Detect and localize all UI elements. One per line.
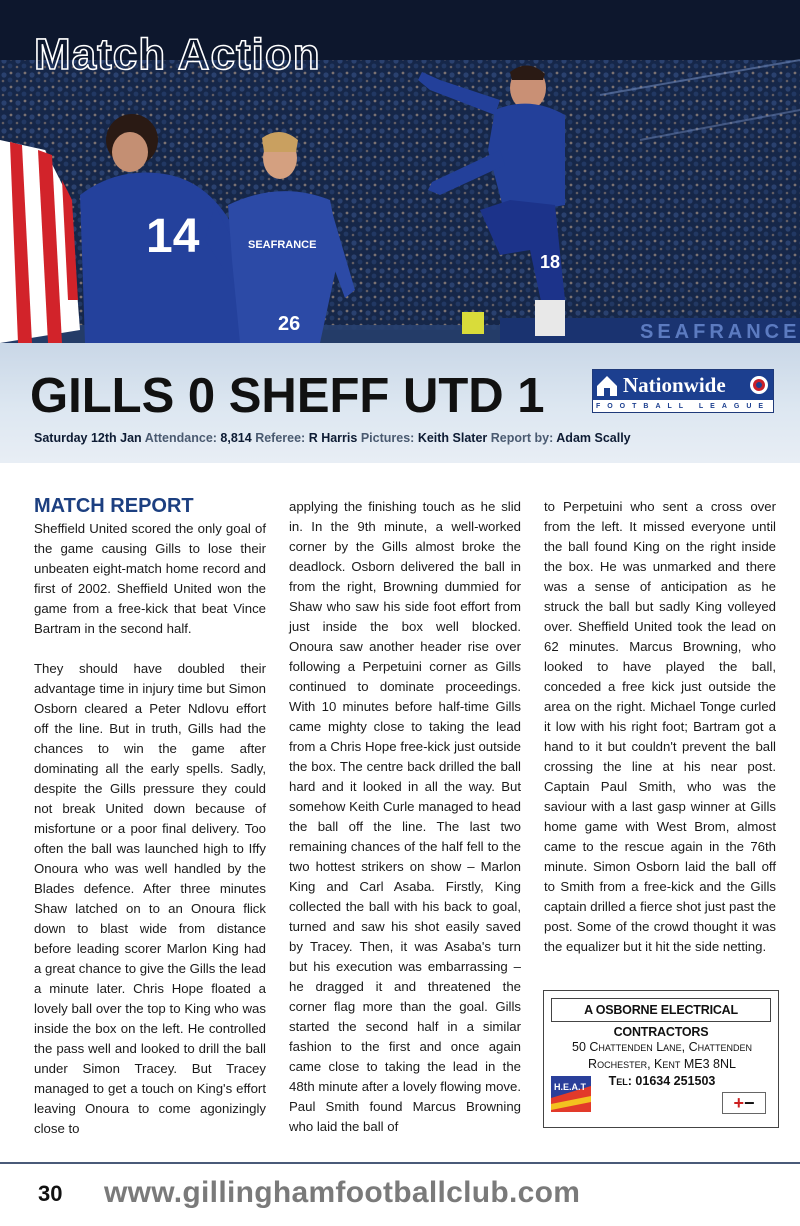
article-intro: Sheffield United scored the only goal of the game causing Gills to lose their unbeaten eight-match home record and first of 2002. Sheffield United won the game from a free-kick that beat Vince Bartram in the second half. [34, 521, 266, 636]
headline-band [0, 343, 800, 463]
match-date: Saturday 12th Jan [34, 431, 142, 445]
match-score-headline: GILLS 0 SHEFF UTD 1 [30, 369, 545, 423]
report-by-label: Report by: [490, 431, 554, 445]
sponsor-name: Nationwide [623, 372, 726, 397]
house-icon [593, 370, 621, 400]
match-action-photo [0, 0, 800, 343]
advert-address-line-2: Rochester, Kent ME3 8NL [588, 1057, 736, 1071]
svg-text:26: 26 [278, 313, 301, 335]
pictures-label: Pictures: [360, 431, 415, 445]
nationwide-league-logo [592, 369, 774, 413]
article-paragraph: They should have doubled their advantage time in injury time but Simon Osborn cleared a Peter Ndlovu effort off the line. But in truth, Gills had the chances to win the game after dominating all the early spells. Sadly, despite the Gills pressure they could not break United down because of misfortune or a poor final delivery. Too often the ball was launched high to Iffy Onoura who was well handled by the Blades defence. After three minutes Shaw latched on to an Onoura flick down to blast wide from distance before leading scorer Marlon King had a great chance to give the Gills the lead a minute later. Chris Hope floated a lovely ball over the top to King who was inside the box on the left. He controlled the pass well and looked to drill the ball under Simon Tracey. But Tracey managed to get a touch on King's effort leaving Onoura to come agonizingly close to [34, 661, 266, 1136]
article-column-2 [289, 497, 521, 1137]
minus-icon: − [744, 1093, 755, 1113]
league-crest-icon [749, 374, 769, 396]
player-14-number: 14 [146, 210, 200, 263]
article-paragraph: applying the finishing touch as he slid in. In the 9th minute, a well-worked corner by the Gills almost broke the deadlock. Osborn delivered the ball in from the right, Browning dummied for Shaw who saw his side foot effort from just inside the box well blocked. Onoura saw another header rise over following a Perpetuini corner as Gills continued to dominate proceedings. With 10 minutes before half-time Gills came mighty close to taking the lead from a Chris Hope free-kick just outside the box. The centre back drilled the ball hard and it looked in all the way. But somehow Keith Curle managed to head the ball off the line. The last two remaining chances of the half fell to the two hottest strikers on show – Marlon King and Carl Asaba. Firstly, King collected the ball with his back to goal, turned and saw his shot easily saved by Tracey. Then, it was Asaba's turn but his execution was embarrassing – he dragged it and threatened the corner flag more than the goal. Gills started the second half in a similar fashion to the first and once again came close to taking the lead in the 48th minute after a lovely flowing move. Paul Smith found Marcus Browning who laid the ball of [289, 499, 521, 1134]
svg-text:18: 18 [540, 252, 561, 272]
advert-address-line-1: 50 Chattenden Lane, Chattenden [572, 1040, 752, 1054]
match-meta-line [34, 431, 631, 445]
article-column-3 [544, 497, 776, 957]
heat-logo-icon [551, 1076, 591, 1112]
sponsor-subtitle: FOOTBALL LEAGUE [595, 403, 771, 410]
match-report-heading: MATCH REPORT [34, 495, 194, 517]
pictures-value: Keith Slater [417, 431, 488, 445]
svg-text:SEAFRANCE: SEAFRANCE [640, 321, 800, 343]
section-title: Match Action [34, 30, 321, 79]
svg-text:SEAFRANCE: SEAFRANCE [248, 239, 317, 251]
electrical-contractor-advert [543, 990, 779, 1128]
attendance-value: 8,814 [220, 431, 252, 445]
referee-value: R Harris [308, 431, 358, 445]
article-column-1 [34, 494, 266, 1139]
advert-telephone: Tel: 01634 251503 [608, 1074, 716, 1088]
attendance-label: Attendance: [144, 431, 217, 445]
report-by-value: Adam Scally [556, 431, 631, 445]
heat-logo-text: H.E.A.T [554, 1082, 587, 1092]
article-paragraph: to Perpetuini who sent a cross over from the left. It missed everyone until the ball found King on the right inside the box. He was unmarked and there was a sense of anticipation as he struck the ball but sadly King volleyed over. Sheffield United took the lead on 62 minutes. Marcus Browning, who looked to have played the ball, conceded a free kick just outside the area on the right. Michael Tonge curled it low with his right foot; Bartram got a hand to it but couldn't prevent the ball crossing the line at his near post. Captain Paul Smith, who was the saviour with a last gasp winner at Gills home game with West Brom, almost came to the rescue again in the 76th minute. Simon Osborn laid the ball off to Smith from a free-kick and the Gills captain drilled a fierce shot just past the post. Some of the crowd thought it was the equalizer but it hit the side netting. [544, 499, 776, 954]
footer-divider [0, 1162, 800, 1164]
referee-label: Referee: [255, 431, 306, 445]
club-website-url: www.gillinghamfootballclub.com [104, 1176, 581, 1209]
page-number: 30 [38, 1181, 63, 1206]
advert-company-name: A OSBORNE ELECTRICAL CONTRACTORS [551, 998, 771, 1022]
plus-minus-logo [722, 1092, 766, 1114]
plus-icon: + [733, 1093, 744, 1113]
